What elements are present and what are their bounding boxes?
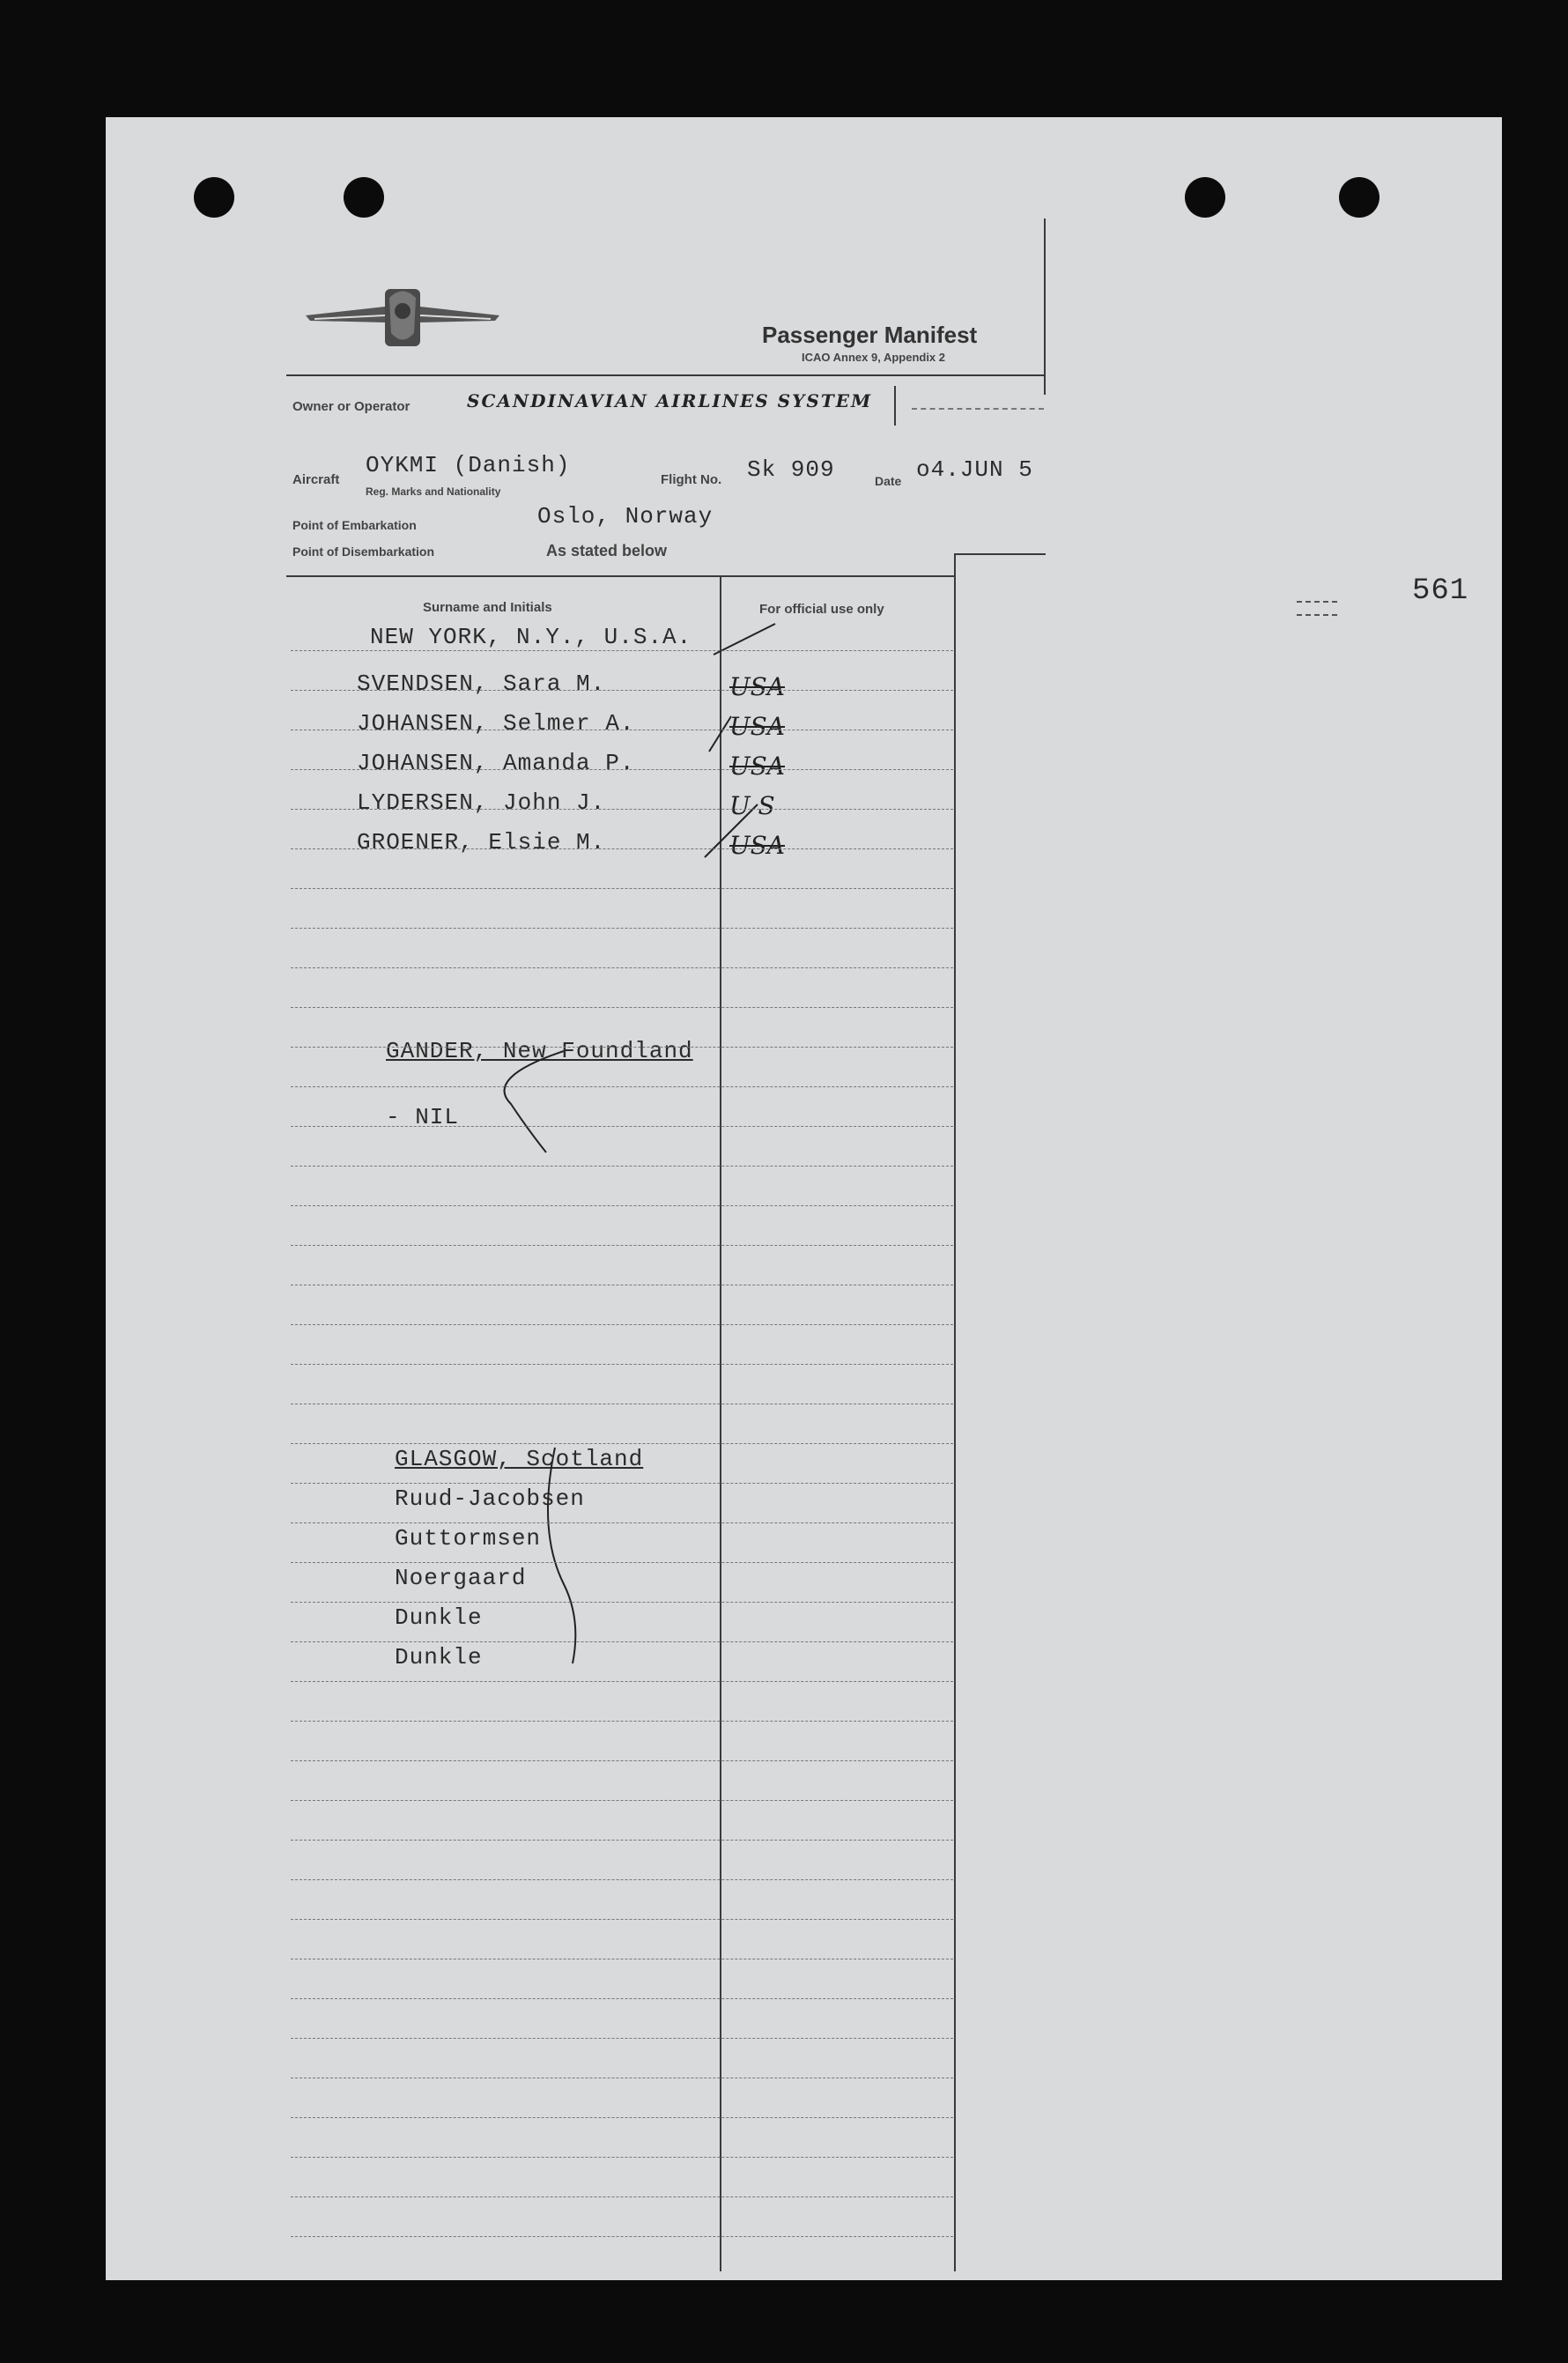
- table-rule-line: [291, 1245, 953, 1246]
- punch-hole: [194, 177, 234, 218]
- table-rule-line: [291, 1800, 953, 1801]
- table-rule-line: [291, 1681, 953, 1682]
- table-rule-line: [291, 1562, 953, 1563]
- table-rule-line: [291, 1126, 953, 1127]
- passenger-row: LYDERSEN, John J.: [357, 789, 606, 816]
- page-number: 561: [1412, 574, 1469, 608]
- table-rule-line: [291, 1522, 953, 1523]
- table-rule-line: [291, 1047, 953, 1048]
- passenger-row: Dunkle: [395, 1604, 483, 1631]
- check-mark-icon: [696, 619, 793, 884]
- table-rule-line: [291, 1721, 953, 1722]
- frame-mark: [1297, 601, 1337, 603]
- table-rule-line: [291, 1919, 953, 1920]
- section-heading-newyork: NEW YORK, N.Y., U.S.A.: [370, 624, 692, 650]
- table-rule-line: [291, 888, 953, 889]
- date-value: o4.JUN 5: [916, 456, 1033, 483]
- official-mark: U S: [729, 791, 775, 820]
- date-label: Date: [875, 474, 902, 488]
- table-rule-line: [291, 1602, 953, 1603]
- table-rule-line: [291, 928, 953, 929]
- table-rule-line: [291, 809, 953, 810]
- table-rule-line: [291, 1840, 953, 1841]
- punch-hole: [344, 177, 384, 218]
- punch-hole: [1339, 177, 1379, 218]
- disembarkation-label: Point of Disembarkation: [292, 544, 435, 559]
- disembarkation-value: As stated below: [546, 542, 668, 559]
- table-rule-line: [291, 967, 953, 968]
- passenger-row: Guttormsen: [395, 1525, 542, 1552]
- table-rule-line: [291, 1086, 953, 1087]
- official-use-column-header: For official use only: [759, 602, 884, 617]
- owner-value: SCANDINAVIAN AIRLINES SYSTEM: [467, 390, 873, 411]
- table-rule-line: [291, 1641, 953, 1642]
- table-rule-line: [291, 1443, 953, 1444]
- manifest-subtitle: ICAO Annex 9, Appendix 2: [802, 351, 946, 364]
- surname-column-header: Surname and Initials: [423, 600, 552, 615]
- flight-label: Flight No.: [661, 472, 722, 487]
- check-mark-icon: [458, 1042, 634, 1157]
- passenger-row: Noergaard: [395, 1565, 527, 1591]
- manifest-sheet: [106, 117, 1502, 2280]
- table-rule-line: [291, 1483, 953, 1484]
- flight-value: Sk 909: [747, 456, 835, 483]
- table-rule-line: [291, 2196, 953, 2197]
- table-rule-line: [291, 2236, 953, 2237]
- passenger-row: Ruud-Jacobsen: [395, 1485, 585, 1512]
- table-rule-line: [291, 650, 953, 651]
- punch-hole: [1185, 177, 1225, 218]
- table-rule-line: [291, 1166, 953, 1167]
- table-rule-line: [291, 1007, 953, 1008]
- table-rule-line: [291, 1760, 953, 1761]
- table-rule-line: [291, 2157, 953, 2158]
- table-rule-line: [291, 1205, 953, 1206]
- frame-mark: [1297, 614, 1337, 616]
- table-rule-line: [291, 1364, 953, 1365]
- official-mark: USA: [729, 831, 785, 860]
- manifest-title: Passenger Manifest: [762, 322, 978, 348]
- passenger-row: JOHANSEN, Selmer A.: [357, 710, 635, 737]
- passenger-row: SVENDSEN, Sara M.: [357, 670, 606, 697]
- table-rule-line: [291, 1879, 953, 1880]
- check-mark-icon: [502, 1443, 608, 1672]
- embarkation-value: Oslo, Norway: [537, 503, 714, 530]
- official-mark: USA: [729, 712, 785, 741]
- aircraft-value: OYKMI (Danish): [366, 452, 571, 478]
- owner-label: Owner or Operator: [292, 399, 410, 414]
- passenger-row: Dunkle: [395, 1644, 483, 1670]
- section-heading-glasgow: GLASGOW, Scotland: [395, 1446, 644, 1472]
- table-rule-line: [291, 1324, 953, 1325]
- embarkation-label: Point of Embarkation: [292, 518, 417, 532]
- table-rule-line: [291, 769, 953, 770]
- table-rule-line: [291, 848, 953, 849]
- table-rule-line: [291, 1998, 953, 1999]
- gander-nil-note: - NIL: [386, 1104, 460, 1130]
- section-heading-gander: GANDER, New Foundland: [386, 1038, 693, 1064]
- table-rule-line: [291, 2117, 953, 2118]
- passenger-row: JOHANSEN, Amanda P.: [357, 750, 635, 776]
- aircraft-label: Aircraft: [292, 472, 340, 487]
- table-rule-line: [291, 690, 953, 691]
- registration-note: Reg. Marks and Nationality: [366, 485, 501, 498]
- passenger-row: GROENER, Elsie M.: [357, 829, 606, 856]
- official-mark: USA: [729, 752, 785, 781]
- airline-logo-icon: [301, 280, 504, 359]
- table-rule-line: [291, 2038, 953, 2039]
- official-mark: USA: [729, 672, 785, 701]
